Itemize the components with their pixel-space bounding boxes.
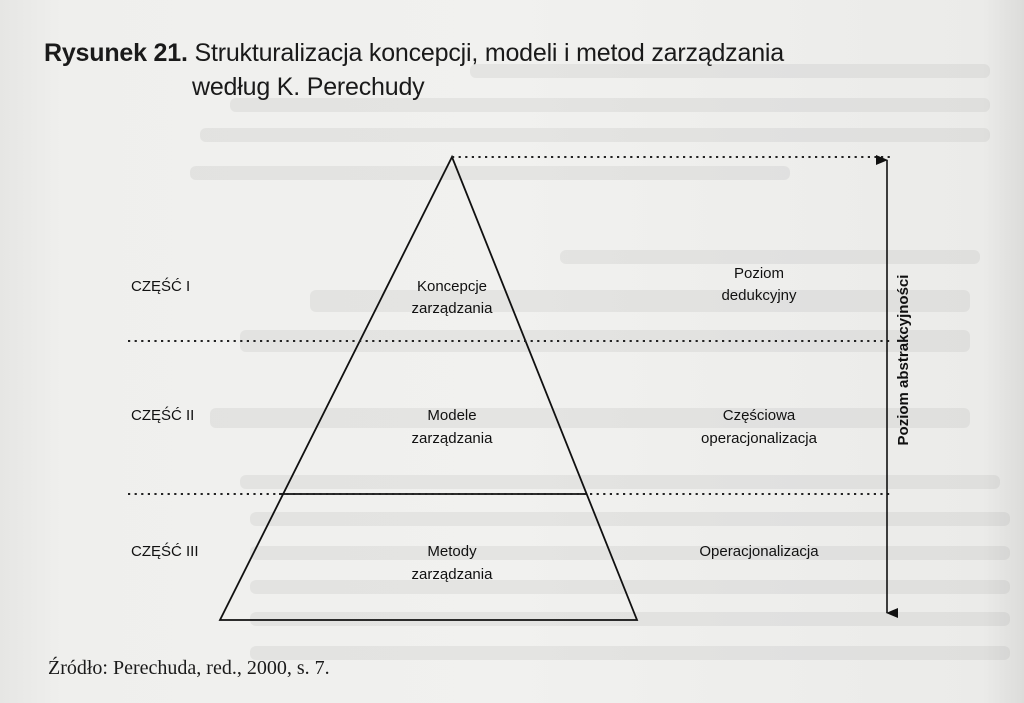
figure-title-line1: Strukturalizacja koncepcji, modeli i metod zarządzania [194, 39, 784, 67]
block-1-line2: zarządzania [411, 300, 493, 317]
block-3-line2: zarządzania [411, 566, 493, 583]
block-3-line1: Metody [427, 543, 477, 560]
figure-title-line2: według K. Perechudy [192, 73, 425, 101]
level-1-line1: Poziom [733, 265, 785, 282]
part-label-3: CZĘŚĆ III [131, 543, 199, 560]
level-2-line1: Częściowa [722, 407, 796, 424]
abstraction-axis-label: Poziom abstrakcyjności [895, 274, 912, 446]
part-label-1: CZĘŚĆ I [131, 278, 191, 295]
source-note: Źródło: Perechuda, red., 2000, s. 7. [48, 657, 330, 679]
level-3-line1: Operacjonalizacja [699, 543, 819, 560]
level-1-line2: dedukcyjny [721, 287, 797, 304]
block-2-line2: zarządzania [411, 430, 493, 447]
block-1-line1: Koncepcje [416, 278, 488, 295]
level-2-line2: operacjonalizacja [701, 430, 817, 447]
block-2-line1: Modele [427, 407, 477, 424]
figure-label: Rysunek 21. [44, 39, 188, 67]
part-label-2: CZĘŚĆ II [131, 407, 195, 424]
